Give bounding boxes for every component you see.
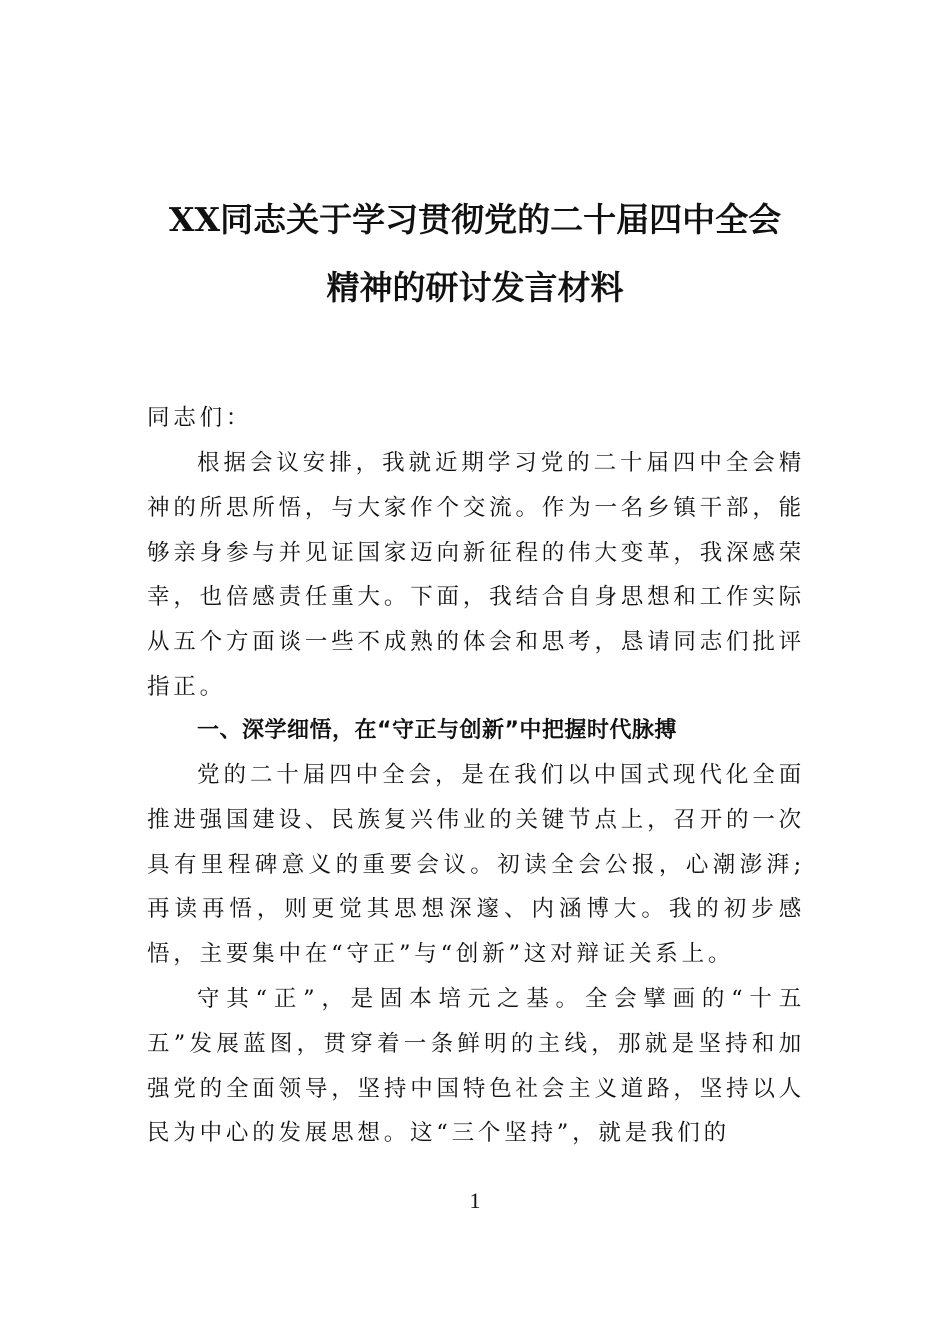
document-title-line-1: XX同志关于学习贯彻党的二十届四中全会 [168, 200, 782, 239]
document-title-line-2: 精神的研讨发言材料 [326, 268, 624, 307]
section-heading-1: 一、深学细悟，在“守正与创新”中把握时代脉搏 [197, 718, 677, 743]
salutation: 同志们： [147, 405, 253, 431]
paragraph-section1-2: 守其“正”，是固本培元之基。全会擘画的“十五五”发展蓝图，贯穿着一条鲜明的主线，那就是坚持和加强党的全面领导，坚持中国特色社会主义道路，坚持以人民为中心的发展思想。这“三个坚持”，就是我们的 [147, 986, 805, 1147]
paragraph-intro: 根据会议安排，我就近期学习党的二十届四中全会精神的所思所悟，与大家作个交流。作为一名乡镇干部，能够亲身参与并见证国家迈向新征程的伟大变革，我深感荣幸，也倍感责任重大。下面，我结合自身思想和工作实际从五个方面谈一些不成熟的体会和思考，恳请同志们批评指正。 [147, 450, 805, 700]
page-number: 1 [469, 1188, 481, 1213]
paragraph-section1-1: 党的二十届四中全会，是在我们以中国式现代化全面推进强国建设、民族复兴伟业的关键节点上，召开的一次具有里程碑意义的重要会议。初读全会公报，心潮澎湃;再读再悟，则更觉其思想深邃、内涵博大。我的初步感悟，主要集中在“守正”与“创新”这对辩证关系上。 [147, 762, 805, 968]
